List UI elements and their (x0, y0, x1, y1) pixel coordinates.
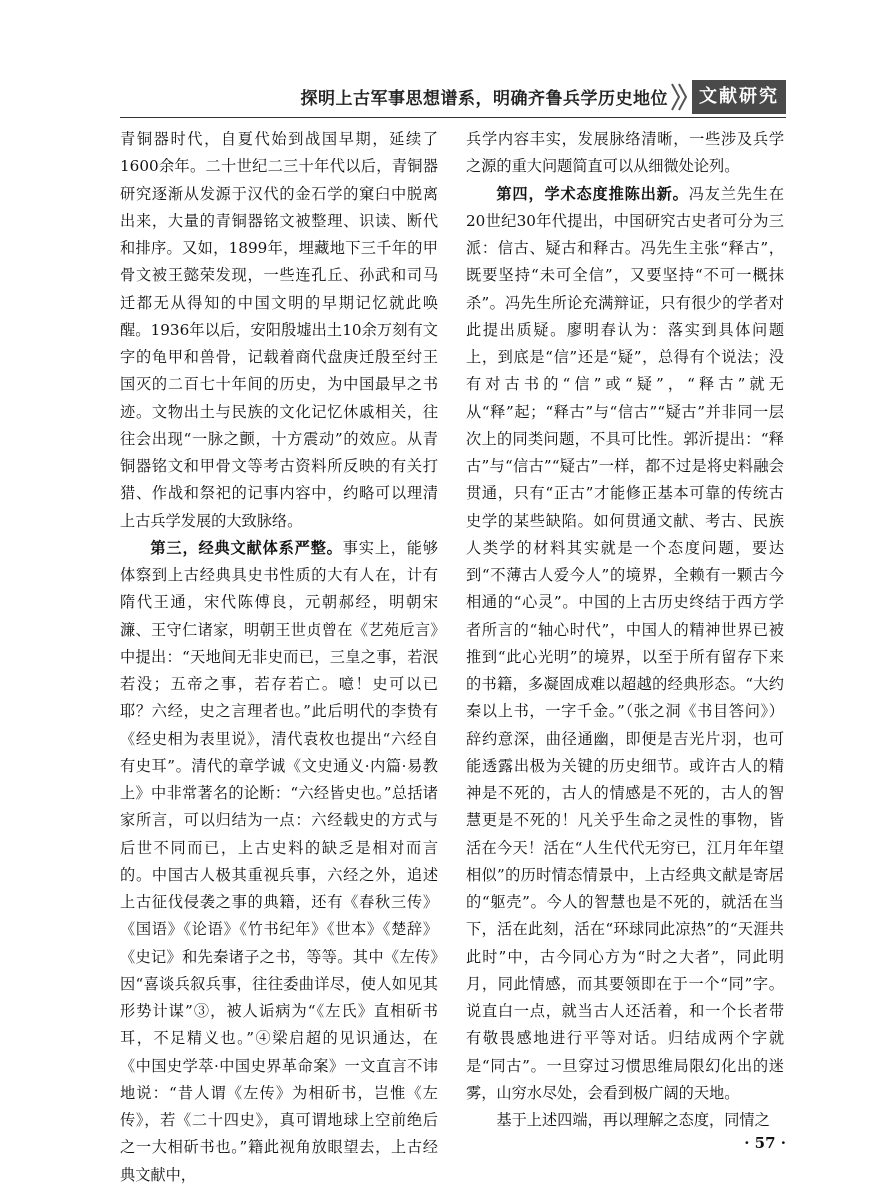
paragraph (120, 535, 438, 1189)
running-header (120, 80, 786, 114)
chevron-double-icon (670, 82, 690, 112)
paragraph-heading: 第三，经典文献体系严整。 (150, 538, 343, 557)
paragraph-body: 事实上，能够体察到上古经典具史书性质的大有人在，计有隋代王通，宋代陈傅良，元朝郝经，明朝宋濂、王守仁诸家，明朝王世贞曾在《艺苑卮言》中提出：“天地间无非史而已，三皇之事，若泯若没；五帝之事，若存若亡。噫！史可以已耶？六经，史之言理者也。”此后明代的李贽有《经史相为表里说》，清代袁枚也提出“六经自有史耳”。清代的章学诚《文史通义·内篇·易教上》中非常著名的论断：“六经皆史也。”总括诸家所言，可以归结为一点：六经载史的方式与后世不同而已，上古史料的缺乏是相对而言的。中国古人极其重视兵事，六经之外，追述上古征伐侵袭之事的典籍，还有《春秋三传》《国语》《论语》《竹书纪年》《世本》《楚辞》《史记》和先秦诸子之书，等等。其中《左传》因“喜谈兵叙兵事，往往委曲详尽，使人如见其形势计谋”③，被人诟病为“《左氏》直相斫书耳，不足精义也。”④梁启超的见识通达，在《中国史学萃·中国史界革命案》一文直言不讳地说：“昔人谓《左传》为相斫书，岂惟《左传》，若《二十四史》，真可谓地球上空前绝后之一大相斫书也。”籍此视角放眼望去，上古经典文献中， (120, 538, 439, 1184)
header-divider (120, 117, 786, 118)
left-column (120, 126, 438, 1189)
right-column (466, 126, 784, 1134)
paragraph: 基于上述四端，再以理解之态度，同情之 (496, 1111, 770, 1129)
running-header-title: 探明上古军事思想谱系，明确齐鲁兵学历史地位 (300, 89, 668, 109)
paragraph: 兵学内容丰实，发展脉络清晰，一些涉及兵学之源的重大问题简直可以从细微处论列。 (466, 130, 784, 176)
paragraph-heading: 第四，学术态度推陈出新。 (496, 184, 689, 203)
section-tag: 文献研究 (692, 80, 786, 114)
paragraph: 青铜器时代，自夏代始到战国早期，延续了1600余年。二十世纪二三十年代以后，青铜器研究逐渐从发源于汉代的金石学的窠臼中脱离出来，大量的青铜器铭文被整理、识读、断代和排序。又如，1899年，埋藏地下三千年的甲骨文被王懿荣发现，一些连孔丘、孙武和司马迁都无从得知的中国文明的早期记忆就此唤醒。1936年以后，安阳殷墟出土10余万刻有文字的龟甲和兽骨，记载着商代盘庚迁殷至纣王国灭的二百七十年间的历史，为中国最早之书迹。文物出土与民族的文化记忆休戚相关，往往会出现“一脉之颤，十方震动”的效应。从青铜器铭文和甲骨文等考古资料所反映的有关打猎、作战和祭祀的记事内容中，约略可以理清上古兵学发展的大致脉络。 (120, 130, 438, 530)
page-number: · 57 · (744, 1134, 786, 1152)
paragraph-body: 冯友兰先生在20世纪30年代提出，中国研究古史者可分为三派：信古、疑古和释古。冯先生主张“释古”，既要坚持“未可全信”，又要坚持“不可一概抹杀”。冯先生所论充满辩证，只有很少的学者对此提出质疑。廖明春认为：落实到具体问题上，到底是“信”还是“疑”，总得有个说法；没有对古书的“信”或“疑”，“释古”就无从“释”起；“释古”与“信古”“疑古”并非同一层次上的同类问题，不具可比性。郭沂提出：“释古”与“信古”“疑古”一样，都不过是将史料融会贯通，只有“正古”才能修正基本可靠的传统古史学的某些缺陷。如何贯通文献、考古、民族人类学的材料其实就是一个态度问题，要达到“不薄古人爱今人”的境界，全赖有一颗古今相通的“心灵”。中国的上古历史终结于西方学者所言的“轴心时代”，中国人的精神世界已被推到“此心光明”的境界，以至于所有留存下来的书籍，多凝固成难以超越的经典形态。“大约秦以上书，一字千金。”（张之洞《书目答问》）辞约意深，曲径通幽，即便是吉光片羽，也可能透露出极为关键的历史细节。或许古人的精神是不死的，古人的情感是不死的，古人的智慧更是不死的！凡关乎生命之灵性的事物，皆活在今天！活在“人生代代无穷已，江月年年望相似”的历时情态情景中，上古经典文献是寄居的“躯壳”。今人的智慧也是不死的，就活在当下，活在此刻，活在“环球同此凉热”的“天涯共此时”中，古今同心方为“时之大者”，同此明月，同此情感，而其要领即在于一个“同”字。说直白一点，就当古人还活着，和一个长者带有敬畏感地进行平等对话。归结成两个字就是“同古”。一旦穿过习惯思维局限幻化出的迷雾，山穷水尽处，会看到极广阔的天地。 (466, 184, 785, 1102)
paragraph (466, 181, 784, 1108)
